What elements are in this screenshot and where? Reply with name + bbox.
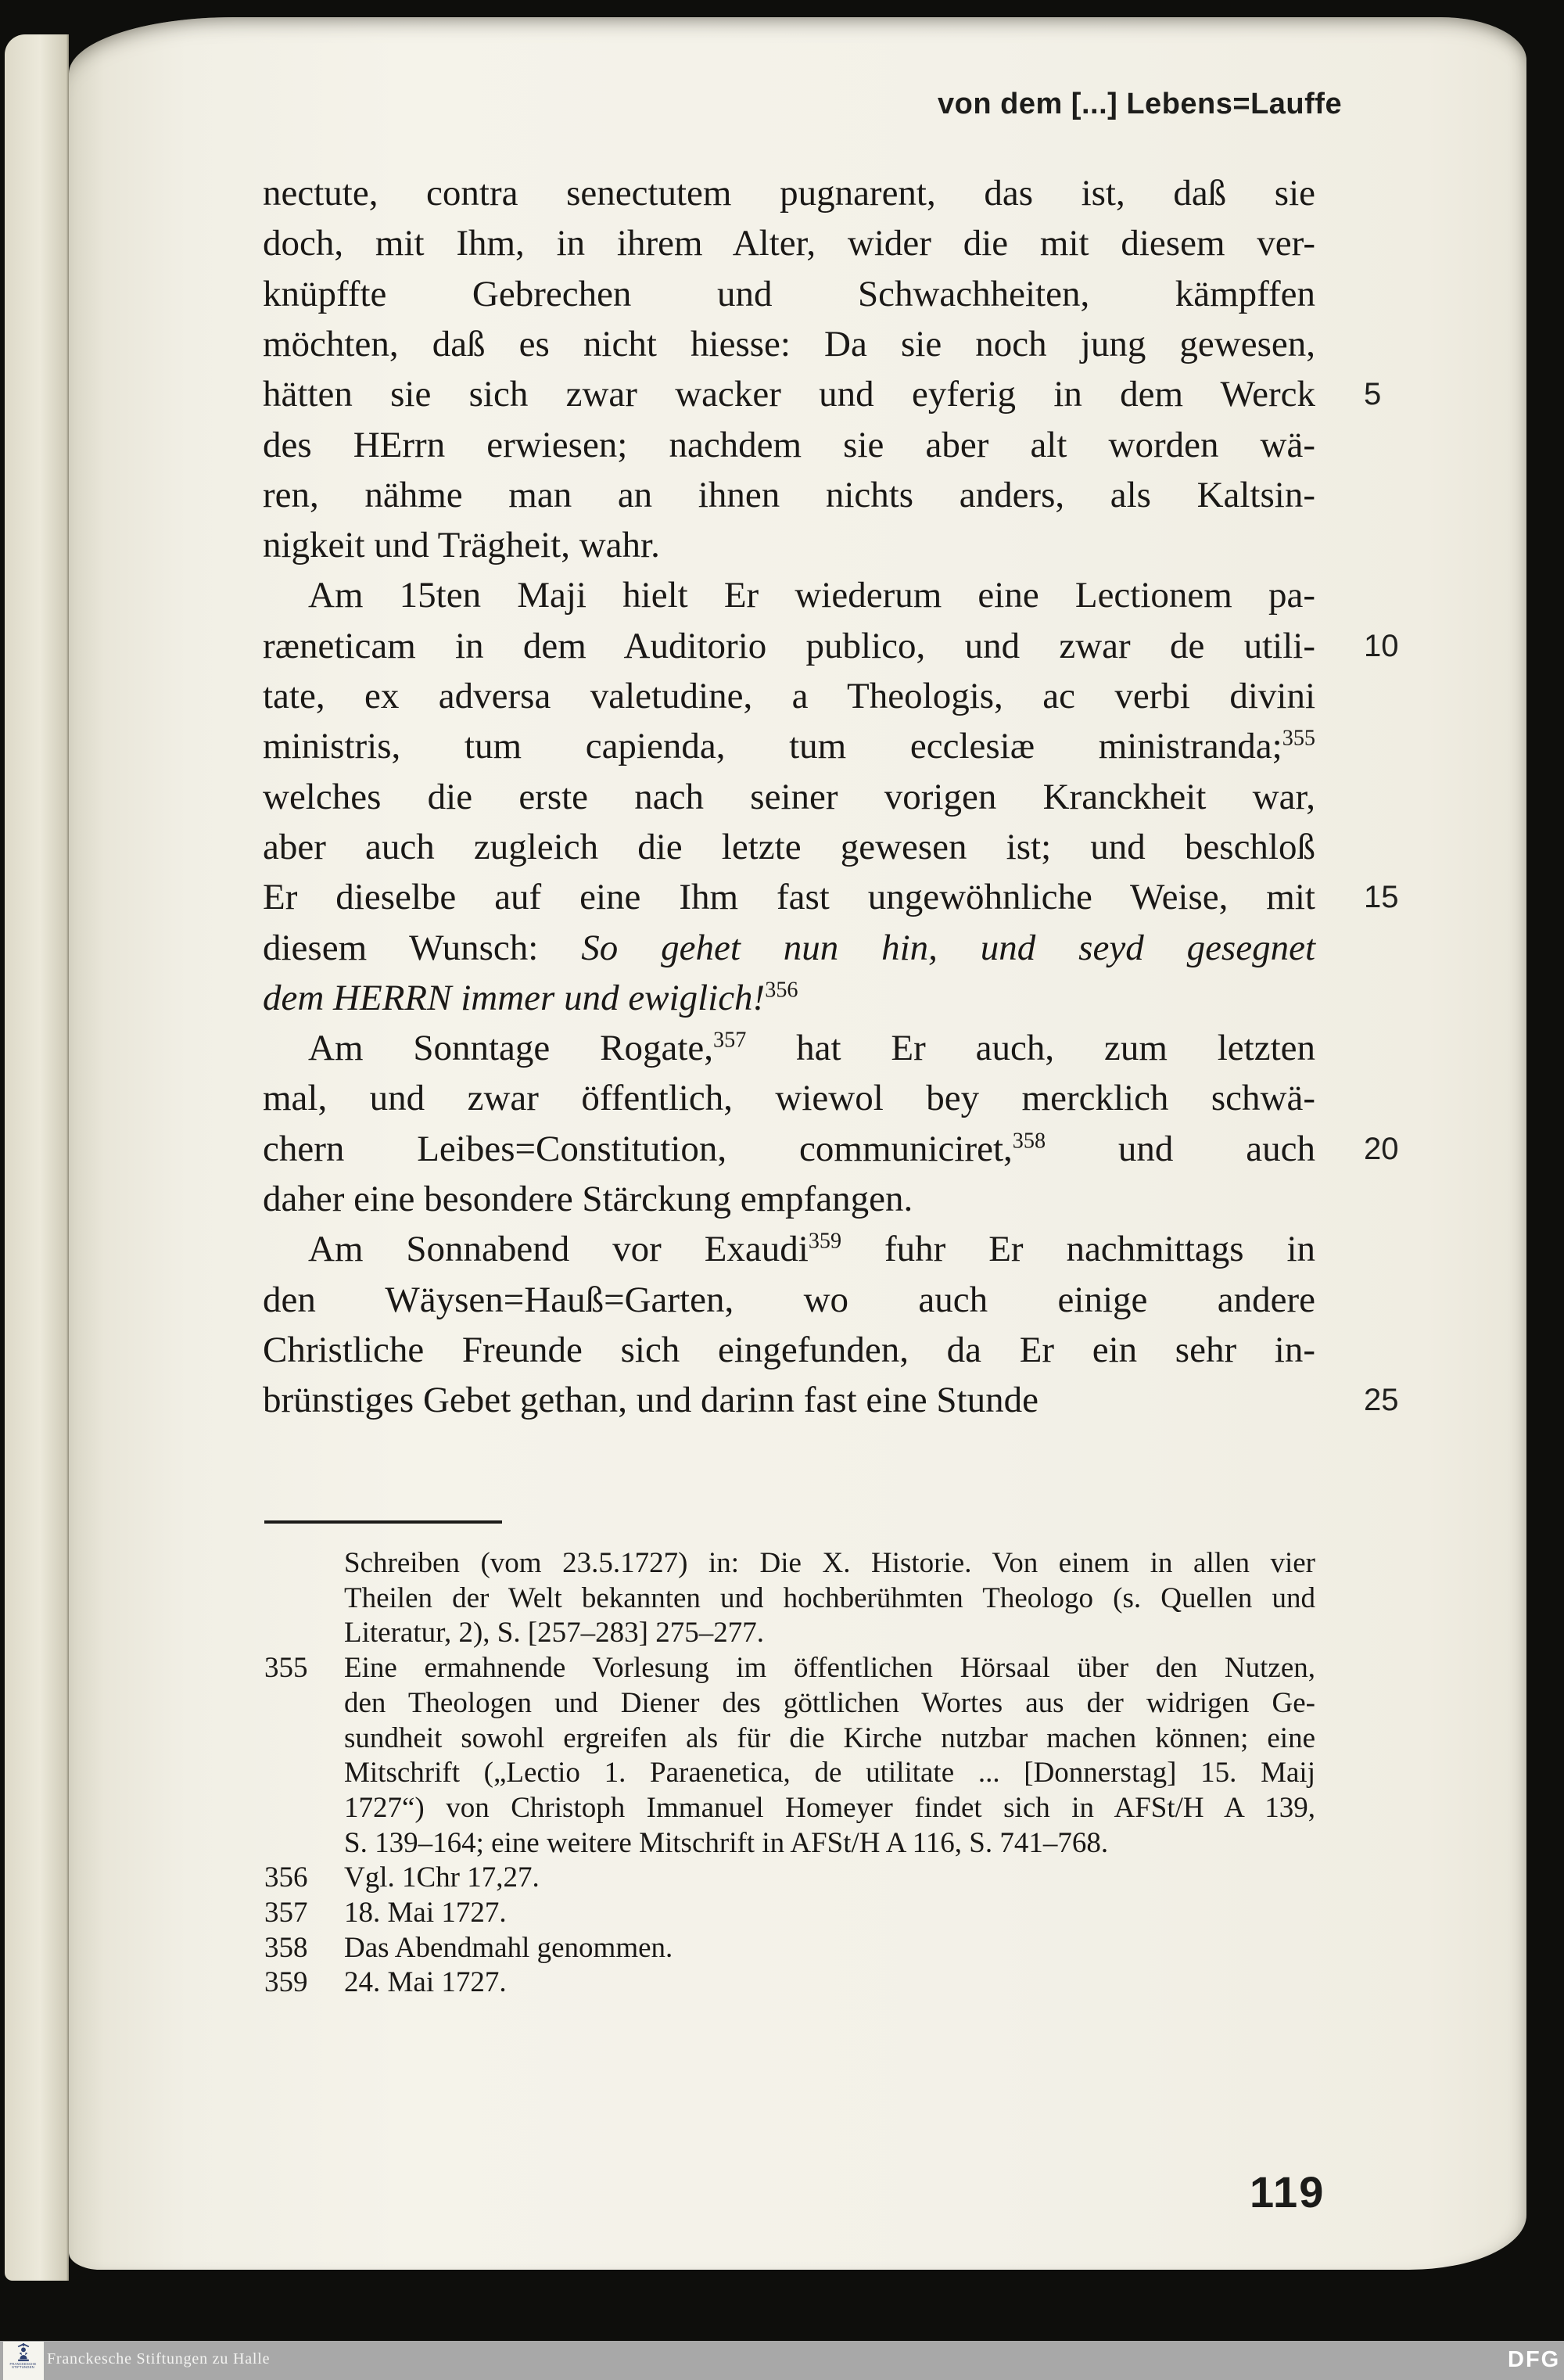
text-segment: Am 15ten Maji hielt Er wiederum eine Lectionem pa- (308, 575, 1315, 616)
footnote-line: Eine ermahnende Vorlesung im öffentlichen Hörsaal über den Nutzen, (344, 1652, 1315, 1685)
text-segment: hat Er auch, zum letzten (746, 1028, 1315, 1069)
body-text-line (263, 1375, 1315, 1425)
body-text-line (263, 420, 1315, 470)
footnote-line: den Theologen und Diener des göttlichen Wortes aus der widrigen Ge- (344, 1686, 1315, 1719)
body-text-line (263, 1174, 1315, 1224)
running-header: von dem [...] Lebens=Lauffe (938, 88, 1343, 120)
footnote-number: 357 (264, 1897, 308, 1929)
margin-line-number: 15 (1364, 880, 1399, 915)
body-text-line (263, 822, 1315, 872)
footnote-line: Mitschrift („Lectio 1. Paraenetica, de utilitate ... [Donnerstag] 15. Maij (344, 1757, 1315, 1789)
text-segment: welches die erste nach seiner vorigen Kranckheit war, (263, 776, 1315, 817)
body-text-line (263, 772, 1315, 822)
text-segment: daher eine besondere Stärckung empfangen. (263, 1179, 913, 1219)
text-segment: aber auch zugleich die letzte gewesen ist; und beschloß (263, 826, 1315, 867)
margin-line-number: 10 (1364, 628, 1399, 663)
text-segment: dem HERRN immer und ewiglich! (263, 977, 766, 1018)
text-segment: des HErrn erwiesen; nachdem sie aber alt worden wä- (263, 424, 1315, 465)
footnote-line: S. 139–164; eine weitere Mitschrift in AFSt/H A 116, S. 741–768. (344, 1826, 1109, 1859)
text-segment: mal, und zwar öffentlich, wiewol bey mercklich schwä- (263, 1078, 1315, 1119)
text-segment: So gehet nun hin, und seyd gesegnet (581, 927, 1315, 968)
body-text-line (263, 872, 1315, 922)
page-number: 119 (1250, 2167, 1325, 2217)
body-text-line (263, 570, 1315, 620)
text-segment: und auch (1046, 1128, 1315, 1169)
margin-line-number: 20 (1364, 1131, 1399, 1166)
footnote-reference: 355 (1282, 726, 1315, 751)
text-segment: knüpffte Gebrechen und Schwachheiten, kämpffen (263, 273, 1315, 314)
institution-name: Franckesche Stiftungen zu Halle (47, 2350, 271, 2367)
footnote-reference: 357 (713, 1028, 747, 1053)
body-text-line (263, 1224, 1315, 1274)
text-segment: Christliche Freunde sich eingefunden, da Er ein sehr in- (263, 1329, 1315, 1370)
body-text-line (263, 470, 1315, 520)
footnote-reference: 358 (1012, 1129, 1046, 1154)
footnote-line: Vgl. 1Chr 17,27. (344, 1861, 540, 1894)
footnote-line: Das Abendmahl genommen. (344, 1931, 673, 1964)
text-segment: fuhr Er nachmittags in (841, 1229, 1316, 1270)
text-segment: chern Leibes=Constitution, communiciret, (263, 1128, 1013, 1169)
institution-logo (3, 2342, 44, 2380)
footnote-reference: 359 (808, 1229, 842, 1254)
text-segment: hätten sie sich zwar wacker und eyferig in dem Werck (263, 374, 1315, 415)
dfg-logo: DFG (1508, 2347, 1561, 2372)
text-segment: Am Sonnabend vor Exaudi (308, 1229, 809, 1270)
footnote-line: Literatur, 2), S. [257–283] 275–277. (344, 1617, 764, 1649)
text-segment: doch, mit Ihm, in ihrem Alter, wider die mit diesem ver- (263, 223, 1315, 264)
text-segment: Am Sonntage Rogate, (308, 1028, 714, 1069)
body-text-line (263, 1275, 1315, 1325)
footnote-line: sundheit sowohl ergreifen als für die Kirche nutzbar machen können; eine (344, 1721, 1315, 1754)
body-text-line (263, 168, 1315, 218)
footnote-line: 24. Mai 1727. (344, 1966, 507, 1999)
body-text-line (263, 520, 1315, 570)
body-text-line (263, 319, 1315, 369)
footnote-rule (264, 1520, 502, 1524)
text-segment: möchten, daß es nicht hiesse: Da sie noch jung gewesen, (263, 323, 1315, 364)
body-text-line (263, 218, 1315, 268)
text-segment: tate, ex adversa valetudine, a Theologis, ac verbi divini (263, 676, 1315, 716)
body-text-line (263, 1023, 1315, 1073)
text-segment: nectute, contra senectutem pugnarent, das ist, daß sie (263, 173, 1315, 214)
body-text-line (263, 369, 1315, 419)
text-segment: ren, nähme man an ihnen nichts anders, als Kaltsin- (263, 474, 1315, 515)
margin-line-number: 5 (1364, 377, 1382, 412)
footnote-reference: 356 (765, 978, 798, 1003)
body-text-line (263, 923, 1315, 973)
body-text-line (263, 1325, 1315, 1375)
footnote-number: 359 (264, 1966, 308, 1999)
body-text-line (263, 621, 1315, 671)
footnote-line: Schreiben (vom 23.5.1727) in: Die X. Historie. Von einem in allen vier (344, 1547, 1315, 1579)
footnote-number: 358 (264, 1931, 308, 1964)
footnote-line: 18. Mai 1727. (344, 1897, 507, 1929)
footnote-line: Theilen der Welt bekannten und hochberühmten Theologo (s. Quellen und (344, 1581, 1315, 1614)
body-text-line (263, 671, 1315, 721)
text-segment: brünstiges Gebet gethan, und darinn fast eine Stunde (263, 1380, 1038, 1421)
body-text-line (263, 269, 1315, 319)
francke-emblem-icon (15, 2343, 32, 2362)
body-text-line (263, 721, 1315, 771)
footnote-line: 1727“) von Christoph Immanuel Homeyer findet sich in AFSt/H A 139, (344, 1791, 1315, 1824)
body-text-line (263, 973, 1315, 1023)
body-text-line (263, 1124, 1315, 1174)
margin-line-number: 25 (1364, 1383, 1399, 1418)
logo-caption: FRANCKESCHE STIFTUNGEN (9, 2362, 38, 2370)
body-text-line (263, 1073, 1315, 1123)
text-segment: diesem Wunsch: (263, 927, 582, 968)
text-segment: ministris, tum capienda, tum ecclesiæ ministranda; (263, 726, 1282, 767)
footnote-number: 355 (264, 1652, 308, 1685)
text-segment: den Wäysen=Hauß=Garten, wo auch einige andere (263, 1279, 1315, 1320)
text-segment: nigkeit und Trägheit, wahr. (263, 525, 660, 566)
text-segment: Er dieselbe auf eine Ihm fast ungewöhnliche Weise, mit (263, 877, 1315, 918)
text-segment: ræneticam in dem Auditorio publico, und zwar de utili- (263, 625, 1315, 666)
footnote-number: 356 (264, 1861, 308, 1894)
